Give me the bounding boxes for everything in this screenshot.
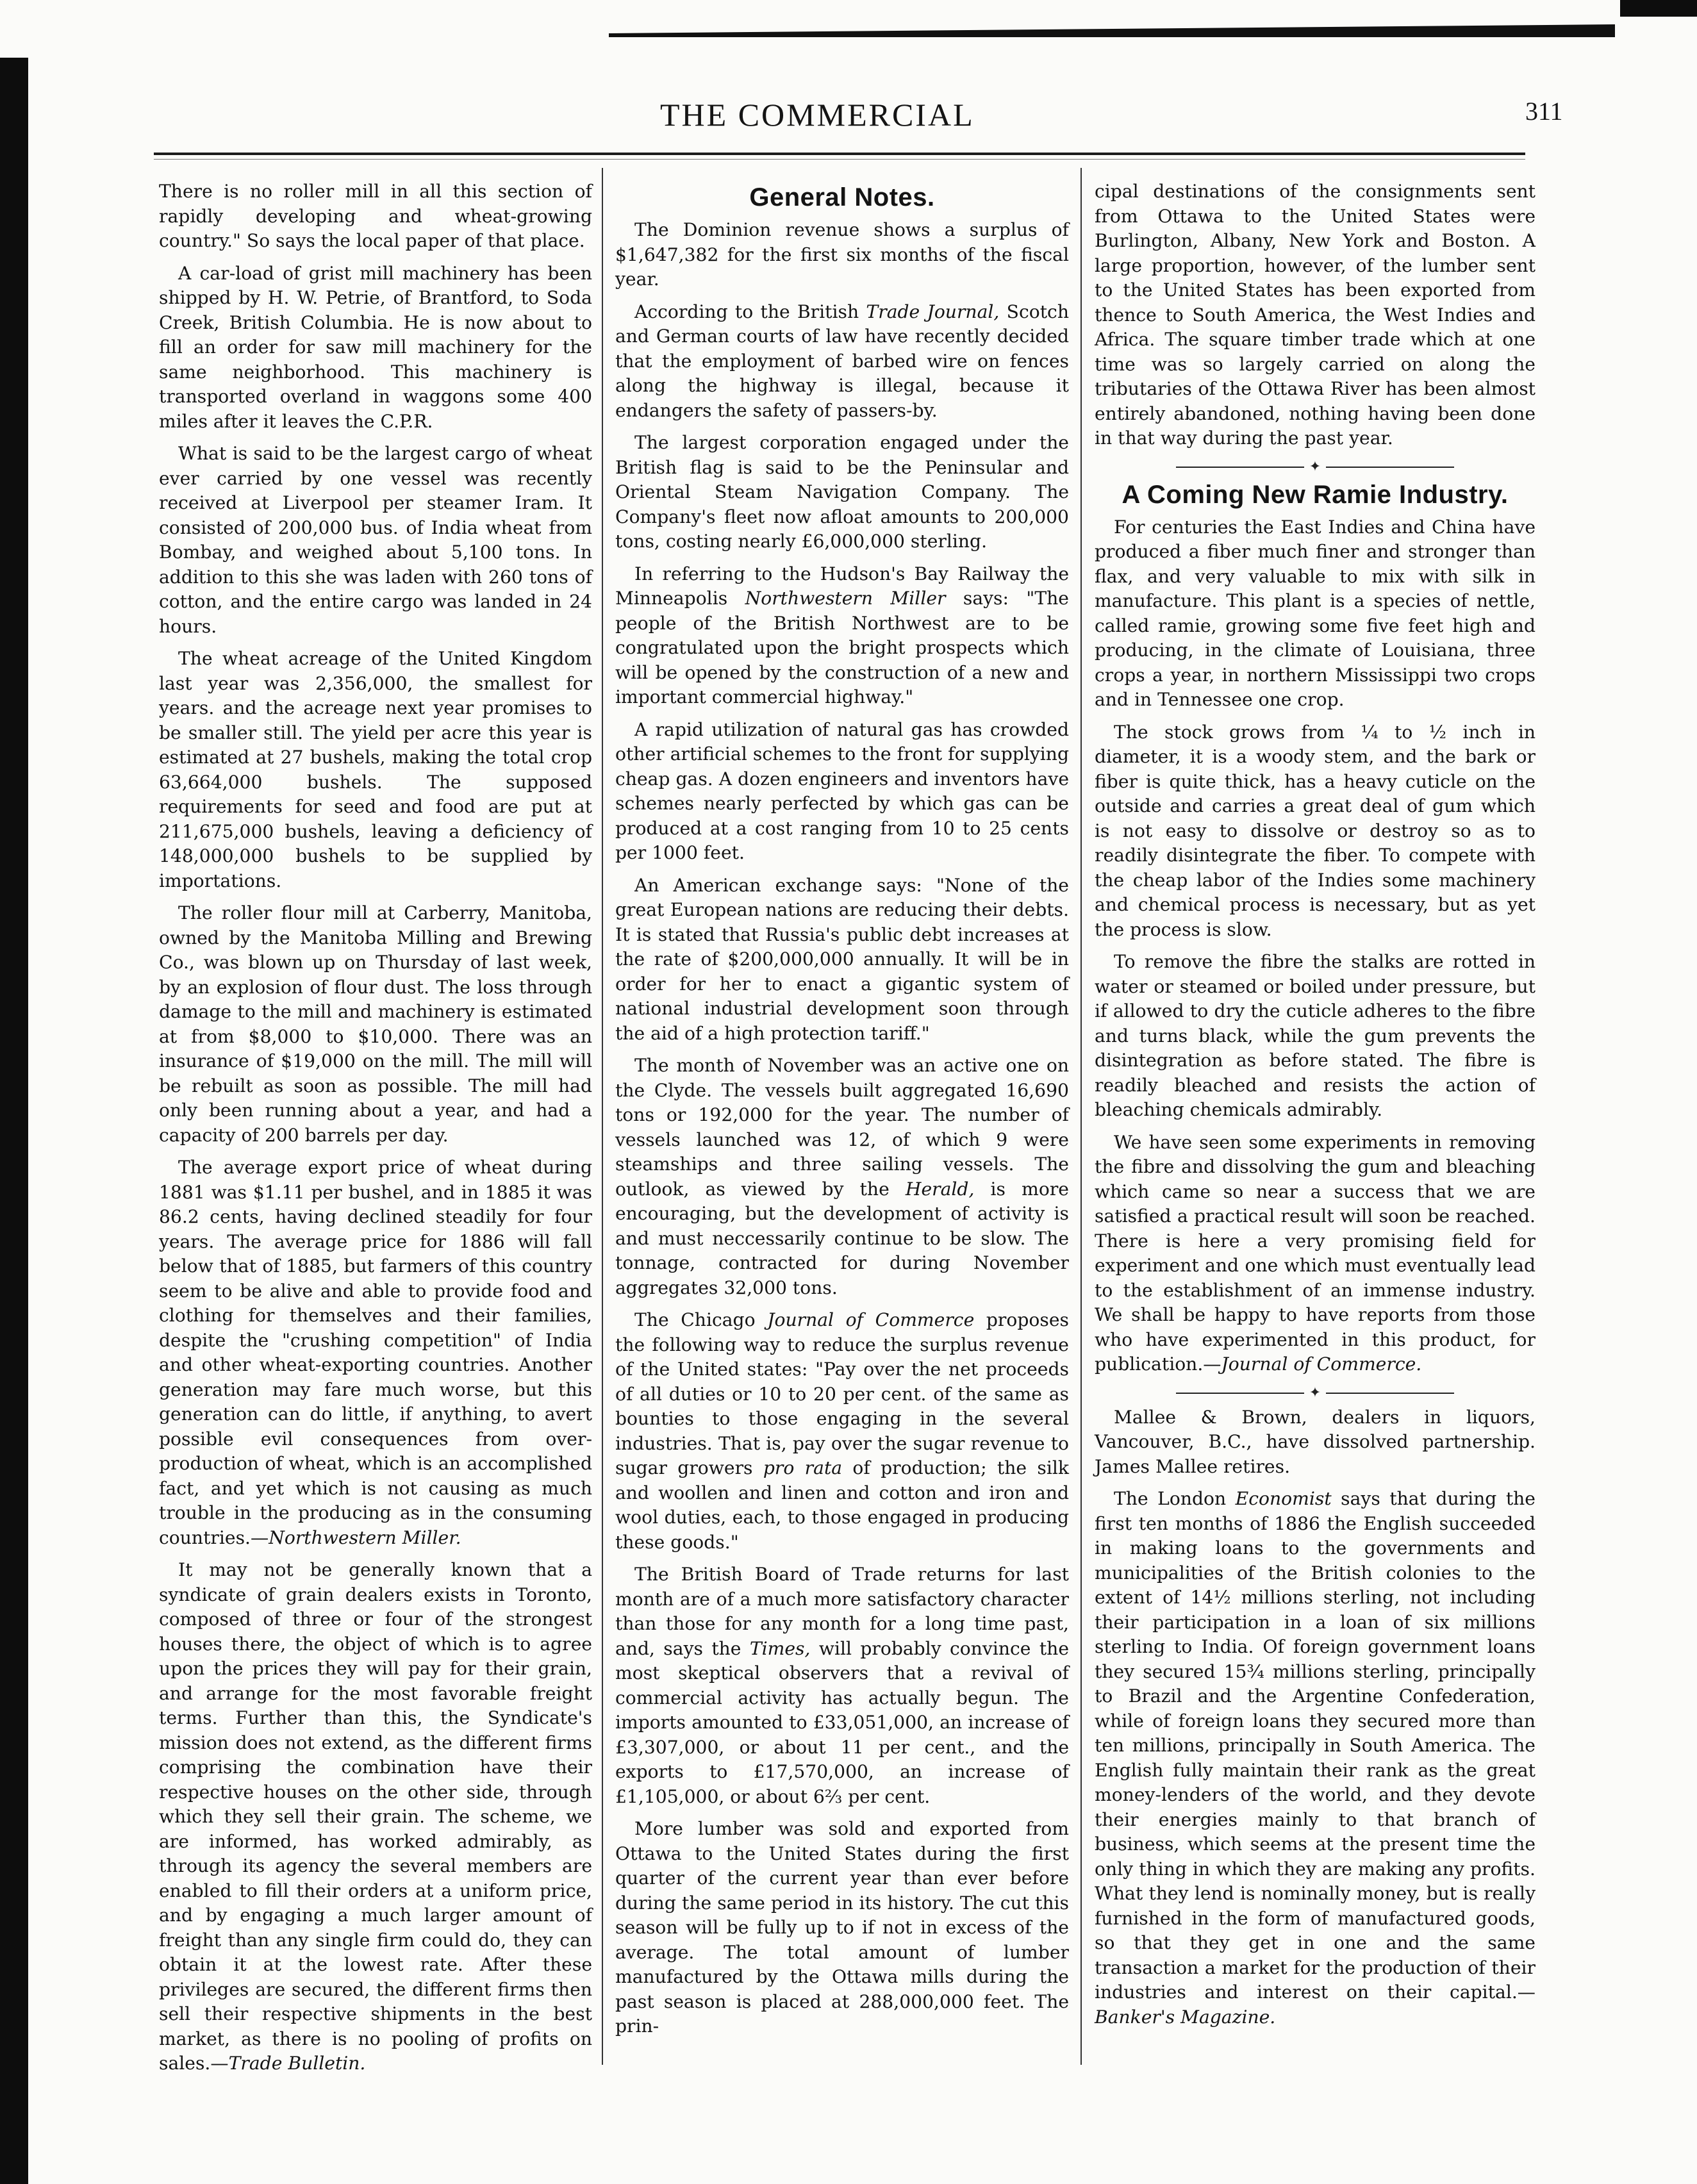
publication-name: Journal of Commerce xyxy=(767,1309,975,1330)
article-paragraph xyxy=(159,1558,592,2076)
article-paragraph: More lumber was sold and exported from Ottawa to the United States during the first quarter of the current year than ever before during the same period in its history. The cut this season will be fully up to if not in excess of the average. The total amount of lumber manufactured by the Ottawa mills during the past season is placed at 288,000,000 feet. The prin- xyxy=(615,1818,1069,2037)
article-paragraph: A rapid utilization of natural gas has crowded other artificial schemes to the front for supplying cheap gas. A dozen engineers and inventors have schemes nearly perfected by which gas can be produced at a cost ranging from 10 to 25 cents per 1000 feet. xyxy=(615,718,1069,863)
article-paragraph xyxy=(159,1155,592,1550)
paragraph-text: says: "The people of the British Northwest are to be congratulated upon the bright prospects which will be opened by the construction of a new and important commercial highway." xyxy=(615,588,1069,707)
section-heading-ramie-industry: A Coming New Ramie Industry. xyxy=(1122,480,1509,509)
section-heading-general-notes: General Notes. xyxy=(749,183,935,211)
article-paragraph: The roller flour mill at Carberry, Manitoba, owned by the Manitoba Milling and Brewing Co., was blown up on Thursday of last week, by an explosion of flour dust. The loss through damage to the mill and machinery is estimated at from $8,000 to $10,000. There was an insurance of $19,000 on the mill. The mill will be rebuilt as soon as possible. The mill had only been running about a year, and had a capacity of 200 barrels per day. xyxy=(159,902,592,1146)
article-paragraph: For centuries the East Indies and China have produced a fiber much finer and stronger than flax, and very valuable to mix with silk in manufacture. This plant is a species of nettle, called ramie, growing some five feet high and producing, in the climate of Louisiana, three crops a year, in northern Mississippi two crops and in Tennessee one crop. xyxy=(1095,516,1536,710)
scan-corner-mark xyxy=(1620,0,1697,17)
article-paragraph: cipal destinations of the consignments sent from Ottawa to the United States were Burlington, Albany, New York and Boston. A large proportion, however, of the lumber sent to the United States has been exported from thence to South America, the West Indies and Africa. The square timber trade which at one time was so largely carried on along the tributaries of the Ottawa River has been almost entirely abandoned, nothing having been done in that way during the past year. xyxy=(1095,181,1536,449)
paragraph-text: The month of November was an active one on the Clyde. The vessels built aggregated 16,690 tons or 192,000 for the year. The number of vessels launched was 12, of which 9 were steamships and three sailing vessels. The outlook, as viewed by the xyxy=(615,1055,1069,1200)
article-paragraph xyxy=(615,300,1069,424)
scan-binding-edge xyxy=(0,58,28,2184)
paragraph-text: Scotch and German courts of law have recently decided that the employment of barbed wire on fences along the highway is illegal, because it endangers the safety of passers-by. xyxy=(615,301,1069,421)
column-right xyxy=(1095,179,1536,2037)
running-title: THE COMMERCIAL xyxy=(660,97,975,133)
article-paragraph: There is no roller mill in all this section of rapidly developing and wheat-growing country." So says the local paper of that place. xyxy=(159,181,592,251)
source-credit: Northwestern Miller. xyxy=(269,1526,461,1548)
article-paragraph xyxy=(615,1054,1069,1300)
article-paragraph: Mallee & Brown, dealers in liquors, Vancouver, B.C., have dissolved partnership. James Mallee retires. xyxy=(1095,1406,1536,1477)
section-ornament: ✦ xyxy=(1095,459,1536,476)
article-paragraph: The stock grows from ¼ to ½ inch in diameter, it is a woody stem, and the bark or fiber is quite thick, has a heavy cuticle on the outside and carries a great deal of gum which is not easy to dissolve or destroy so as to readily disintegrate the fiber. To compete with the cheap labor of the Indies some machinery and chemical process is necessary, but as yet the process is slow. xyxy=(1095,721,1536,940)
article-paragraph xyxy=(1095,1130,1536,1377)
publication-name: Herald, xyxy=(905,1178,975,1200)
paragraph-text: of production; the silk and woollen and linen and cotton and iron and wool duties, each, to those engaged in producing these goods." xyxy=(615,1457,1069,1553)
paragraph-text: According to the British xyxy=(634,301,866,322)
header-rule-thin xyxy=(154,159,1525,160)
source-credit: Trade Bulletin. xyxy=(228,2053,366,2074)
paragraph-text: It may not be generally known that a syndicate of grain dealers exists in Toronto, composed of three or four of the strongest houses there, the object of which is to agree upon the prices they will pay for their grain, and arrange for the most favorable freight terms. Further than this, the Syndicate's mission does not extend, as the different firms comprising the combination have their respective houses on the other side, through which they sell their grain. The scheme, we are informed, has worked admirably, as through its agency the several members are enabled to fill their orders at a uniform price, and by engaging a much larger amount of freight than any single firm could do, they can obtain it at the lowest rate. After these privileges are secured, the different firms then sell their respective shipments in the best market, as there is no pooling of profits on sales.— xyxy=(159,1559,592,2074)
paragraph-text: The London xyxy=(1114,1488,1236,1509)
source-credit: Journal of Commerce. xyxy=(1221,1353,1422,1375)
paragraph-text: says that during the first ten months of 1886 the English succeeded in making loans to the governments and municipalities of the British colonies to the extent of 14½ millions sterling, not including their participation in a loan of six millions sterling to India. Of foreign government loans they secured 15¾ millions sterling, principally to Brazil and the Argentine Confederation, while of foreign loans they secured more than ten millions, principally in South America. The English fully maintain their rank as the great money-lenders of the world, and they devote their energies mainly to that branch of business, which seems at the present time the only thing in which they are making any profits. What they lend is nominally money, but is really furnished in the form of manufactured goods, so that they get in one and the same transaction a market for the production of their industries and interest on their capital.— xyxy=(1095,1488,1536,2003)
article-paragraph: A car-load of grist mill machinery has been shipped by H. W. Petrie, of Brantford, to Soda Creek, British Columbia. He is now about to fill an order for saw mill machinery for the same neighborhood. This machinery is transported overland in waggons some 400 miles after it leaves the C.P.R. xyxy=(159,262,592,432)
column-divider xyxy=(602,168,603,2065)
section-ornament: ✦ xyxy=(1095,1385,1536,1402)
paragraph-text: proposes the following way to reduce the surplus revenue of the United states: "Pay over the net proceeds of all duties or 10 to 20 per cent. of the same as bounties to those engaging in the several industries. That is, pay over the sugar revenue to sugar growers xyxy=(615,1309,1069,1478)
page-number: 311 xyxy=(1525,97,1563,126)
paragraph-text: In referring to the Hudson's Bay Railway the Minneapolis xyxy=(615,563,1069,609)
paragraph-text: will probably convince the most skeptical observers that a revival of commercial activity has actually begun. The imports amounted to £33,051,000, an increase of £3,307,000, or about 11 per cent., and the exports to £17,570,000, an increase of £1,105,000, or about 6⅔ per cent. xyxy=(615,1637,1069,1807)
header-rule xyxy=(154,153,1525,155)
article-paragraph: What is said to be the largest cargo of wheat ever carried by one vessel was recently received at Liverpool per steamer Iram. It consisted of 200,000 bus. of India wheat from Bombay, and weighed about 5,100 tons. In addition to this she was laden with 260 tons of cotton, and the entire cargo was landed in 24 hours. xyxy=(159,443,592,637)
publication-name: Northwestern Miller xyxy=(745,588,946,609)
paragraph-text: The average export price of wheat during 1881 was $1.11 per bushel, and in 1885 it was 86.2 cents, having declined steadily for four years. The average price for 1886 will fall below that of 1885, but farmers of this country seem to be alive and able to provide food and clothing for themselves and their families, despite the "crushing competition" of India and other wheat-exporting countries. Another generation may fare much worse, but this generation can do little, if anything, to avert possible evil consequences from over-production of wheat, which is an accomplished fact, and yet which is not causing as much trouble in the producing as in the consuming countries.— xyxy=(159,1157,592,1548)
publication-name: Times, xyxy=(749,1637,811,1659)
article-paragraph: The wheat acreage of the United Kingdom last year was 2,356,000, the smallest for years. and the acreage next year promises to be smaller still. The yield per acre this year is estimated at 27 bushels, making the total crop 63,664,000 bushels. The supposed requirements for seed and food are put at 211,675,000 bushels, leaving a deficiency of 148,000,000 bushels to be supplied by importations. xyxy=(159,648,592,891)
article-paragraph: The largest corporation engaged under the British flag is said to be the Peninsular and Oriental Steam Navigation Company. The Company's fleet now afloat amounts to 200,000 tons, costing nearly £6,000,000 sterling. xyxy=(615,432,1069,552)
article-paragraph xyxy=(615,1308,1069,1555)
publication-name: Trade Journal, xyxy=(866,301,1000,322)
paragraph-text: is more encouraging, but the development of activity is and must neccessarily continue to be slow. The tonnage, contracted for during November aggregates 32,000 tons. xyxy=(615,1178,1069,1298)
article-paragraph xyxy=(615,562,1069,710)
column-divider xyxy=(1080,168,1082,2065)
column-middle xyxy=(615,179,1069,2047)
article-paragraph: The Dominion revenue shows a surplus of $1,647,382 for the first six months of the fiscal year. xyxy=(615,219,1069,290)
publication-name: Economist xyxy=(1235,1488,1332,1509)
article-paragraph xyxy=(1095,1487,1536,2030)
article-paragraph xyxy=(615,1562,1069,1809)
article-paragraph: To remove the fibre the stalks are rotted in water or steamed or boiled under pressure, but if allowed to dry the cuticle adheres to the fibre and turns black, while the gum prevents the disintegration as before stated. The fibre is readily bleached and resists the action of bleaching chemicals admirably. xyxy=(1095,951,1536,1120)
latin-phrase: pro rata xyxy=(763,1457,843,1478)
top-decorative-rule xyxy=(609,24,1615,37)
column-left xyxy=(159,179,592,2084)
source-credit: Banker's Magazine. xyxy=(1095,2006,1276,2028)
paragraph-text: We have seen some experiments in removing the fibre and dissolving the gum and bleaching which came so near a success that we are satisfied a practical result will soon be reached. There is here a very promising field for experiment and one which must eventually lead to the establishment of an immense industry. We shall be happy to have reports from those who have experimented in this product, for publication.— xyxy=(1095,1131,1536,1375)
paragraph-text: The Chicago xyxy=(634,1309,768,1330)
paragraph-text: The British Board of Trade returns for last month are of a much more satisfactory character than those for any month for a long time past, and, says the xyxy=(615,1564,1069,1659)
article-paragraph: An American exchange says: "None of the great European nations are reducing their debts. It is stated that Russia's public debt increases at the rate of $200,000,000 annually. It will be in order for her to enact a gigantic system of national industrial development soon through the aid of a high protection tariff." xyxy=(615,874,1069,1044)
